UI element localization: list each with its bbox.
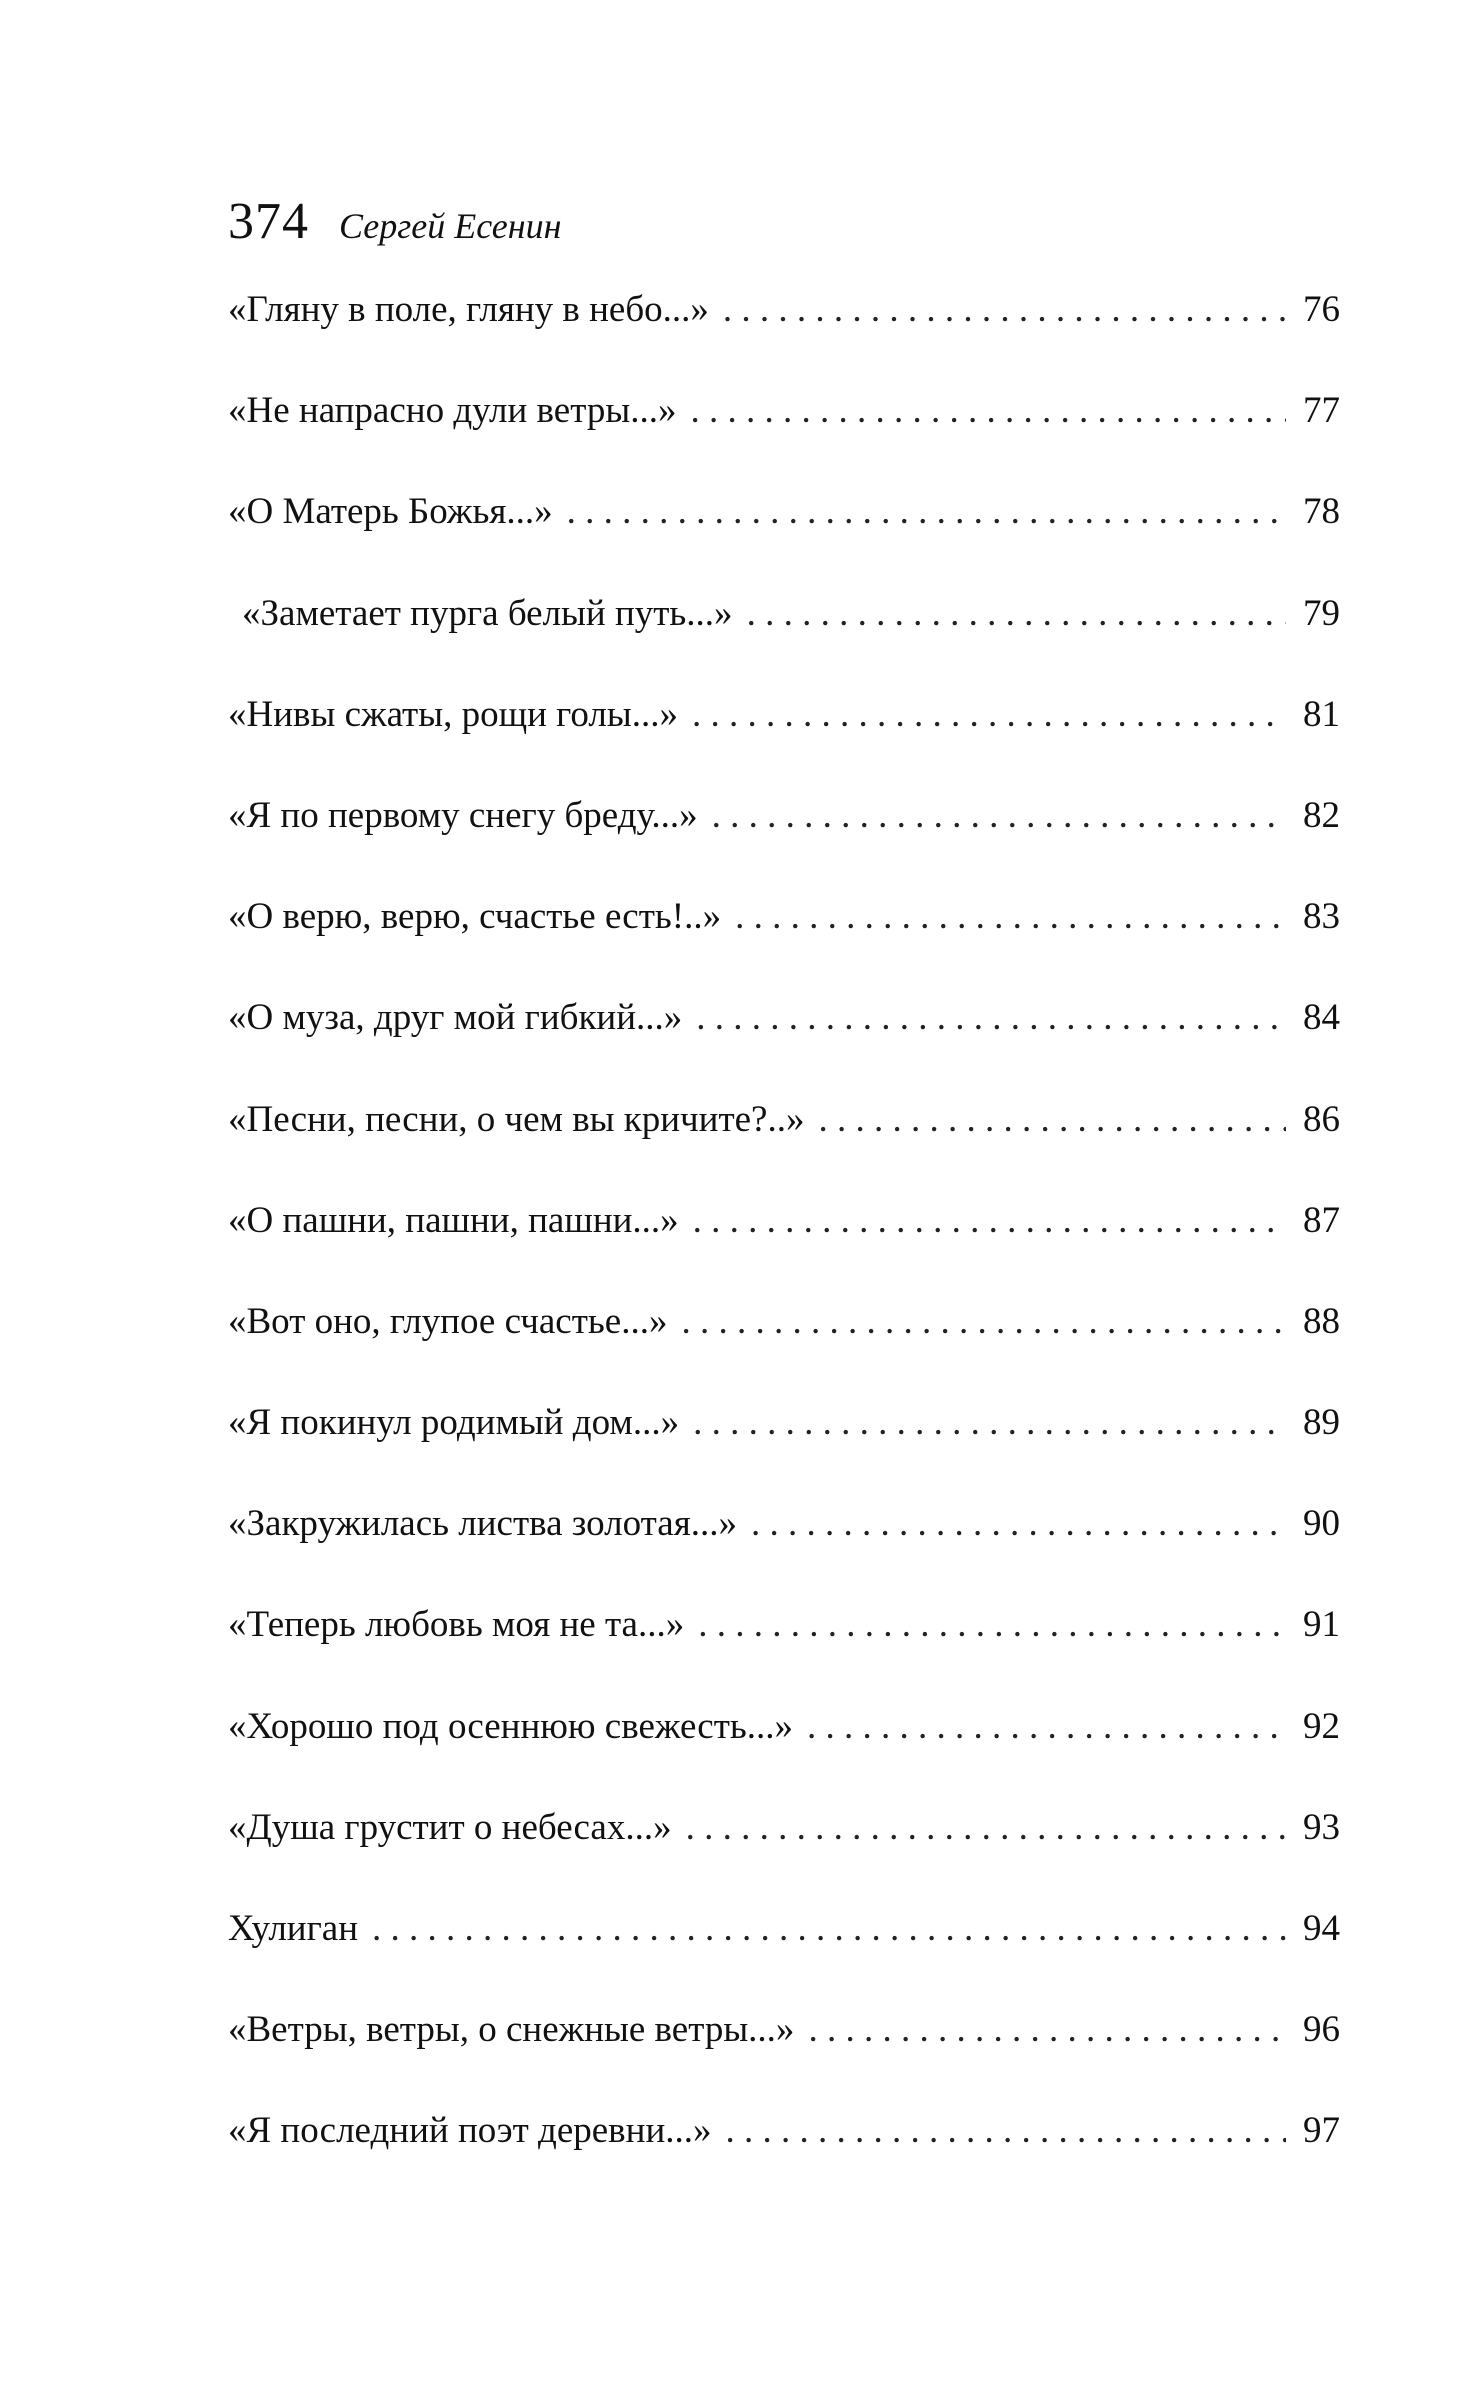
toc-leader-dots <box>747 592 1286 635</box>
toc-leader-dots <box>693 1401 1286 1444</box>
toc-entry-title: «О Матерь Божья...» <box>228 491 553 533</box>
toc-entry-page: 89 <box>1303 1402 1340 1444</box>
toc-entry <box>228 1401 1340 1502</box>
toc-entry-title: «Я последний поэт деревни...» <box>228 2110 712 2152</box>
toc-entry-page: 91 <box>1303 1604 1340 1646</box>
toc-entry <box>228 2008 1340 2109</box>
toc-entry-title: «Душа грустит о небесах...» <box>228 1806 672 1848</box>
toc-entry-page: 84 <box>1303 997 1340 1039</box>
page-number: 374 <box>228 193 309 250</box>
toc-entry <box>228 1199 1340 1300</box>
toc-entry <box>228 1603 1340 1704</box>
toc-entry-title: «Я по первому снегу бреду...» <box>228 794 698 836</box>
toc-entry <box>228 1502 1340 1603</box>
toc-leader-dots <box>693 1199 1286 1242</box>
toc-entry <box>228 693 1340 794</box>
toc-entry-page: 81 <box>1303 693 1340 735</box>
toc-entry-page: 77 <box>1303 390 1340 432</box>
toc-entry <box>228 1705 1340 1806</box>
toc-entry <box>228 895 1340 996</box>
toc-entry <box>228 2109 1340 2210</box>
toc-entry-title: «Вот оно, глупое счастье...» <box>228 1300 668 1342</box>
toc-leader-dots <box>692 693 1286 736</box>
toc-entry-page: 76 <box>1303 289 1340 330</box>
toc-entry <box>228 389 1340 490</box>
toc-entry-title: Хулиган <box>228 1908 359 1949</box>
toc-entry <box>228 1806 1340 1907</box>
table-of-contents <box>228 288 1340 2211</box>
running-head-author: Сергей Есенин <box>339 206 562 246</box>
toc-entry-page: 78 <box>1303 491 1340 533</box>
toc-entry-title: «Не напрасно дули ветры...» <box>228 390 677 432</box>
toc-leader-dots <box>686 1806 1286 1849</box>
toc-leader-dots <box>735 895 1286 938</box>
toc-entry-page: 88 <box>1303 1300 1340 1342</box>
toc-leader-dots <box>818 1098 1286 1141</box>
toc-leader-dots <box>698 1603 1286 1646</box>
toc-leader-dots <box>723 288 1286 331</box>
toc-entry-title: «Гляну в поле, гляну в небо...» <box>228 289 709 330</box>
toc-entry-title: «Я покинул родимый дом...» <box>228 1402 680 1444</box>
toc-entry-page: 83 <box>1303 896 1340 938</box>
toc-entry-title: «Теперь любовь моя не та...» <box>228 1604 685 1646</box>
toc-entry-title: «Нивы сжаты, рощи голы...» <box>228 693 678 735</box>
toc-leader-dots <box>372 1907 1286 1950</box>
toc-entry <box>228 996 1340 1097</box>
toc-leader-dots <box>808 2008 1286 2051</box>
toc-entry-title: «О пашни, пашни, пашни...» <box>228 1199 679 1241</box>
toc-entry <box>228 288 1340 389</box>
toc-entry-title: «Песни, песни, о чем вы кричите?..» <box>228 1098 805 1140</box>
toc-entry-title: «Заметает пурга белый путь...» <box>242 592 733 634</box>
toc-entry-title: «О муза, друг мой гибкий...» <box>228 997 683 1039</box>
toc-entry <box>228 1907 1340 2008</box>
toc-entry-page: 97 <box>1303 2110 1340 2152</box>
toc-entry-page: 86 <box>1303 1098 1340 1140</box>
toc-leader-dots <box>696 996 1286 1039</box>
toc-entry-page: 82 <box>1303 794 1340 836</box>
toc-entry-title: «Ветры, ветры, о снежные ветры...» <box>228 2009 795 2051</box>
toc-leader-dots <box>807 1705 1286 1748</box>
toc-entry-page: 92 <box>1303 1705 1340 1747</box>
toc-entry-page: 93 <box>1303 1806 1340 1848</box>
toc-entry-title: «О верю, верю, счастье есть!..» <box>228 896 722 938</box>
toc-entry-page: 96 <box>1303 2009 1340 2051</box>
toc-entry-page: 94 <box>1303 1908 1340 1949</box>
toc-leader-dots <box>726 2109 1287 2152</box>
toc-entry-title: «Закружилась листва золотая...» <box>228 1503 737 1545</box>
toc-entry-page: 87 <box>1303 1199 1340 1241</box>
toc-entry <box>228 490 1340 591</box>
toc-leader-dots <box>567 490 1286 533</box>
toc-leader-dots <box>751 1502 1286 1545</box>
toc-entry <box>228 1300 1340 1401</box>
toc-entry <box>228 794 1340 895</box>
toc-entry-page: 79 <box>1303 592 1340 634</box>
toc-entry-page: 90 <box>1303 1503 1340 1545</box>
toc-entry <box>228 592 1340 693</box>
toc-entry-title: «Хорошо под осеннюю свежесть...» <box>228 1705 794 1747</box>
running-head <box>228 192 561 272</box>
toc-entry <box>228 1098 1340 1199</box>
toc-leader-dots <box>690 389 1286 432</box>
toc-leader-dots <box>681 1300 1286 1343</box>
toc-leader-dots <box>712 794 1286 837</box>
